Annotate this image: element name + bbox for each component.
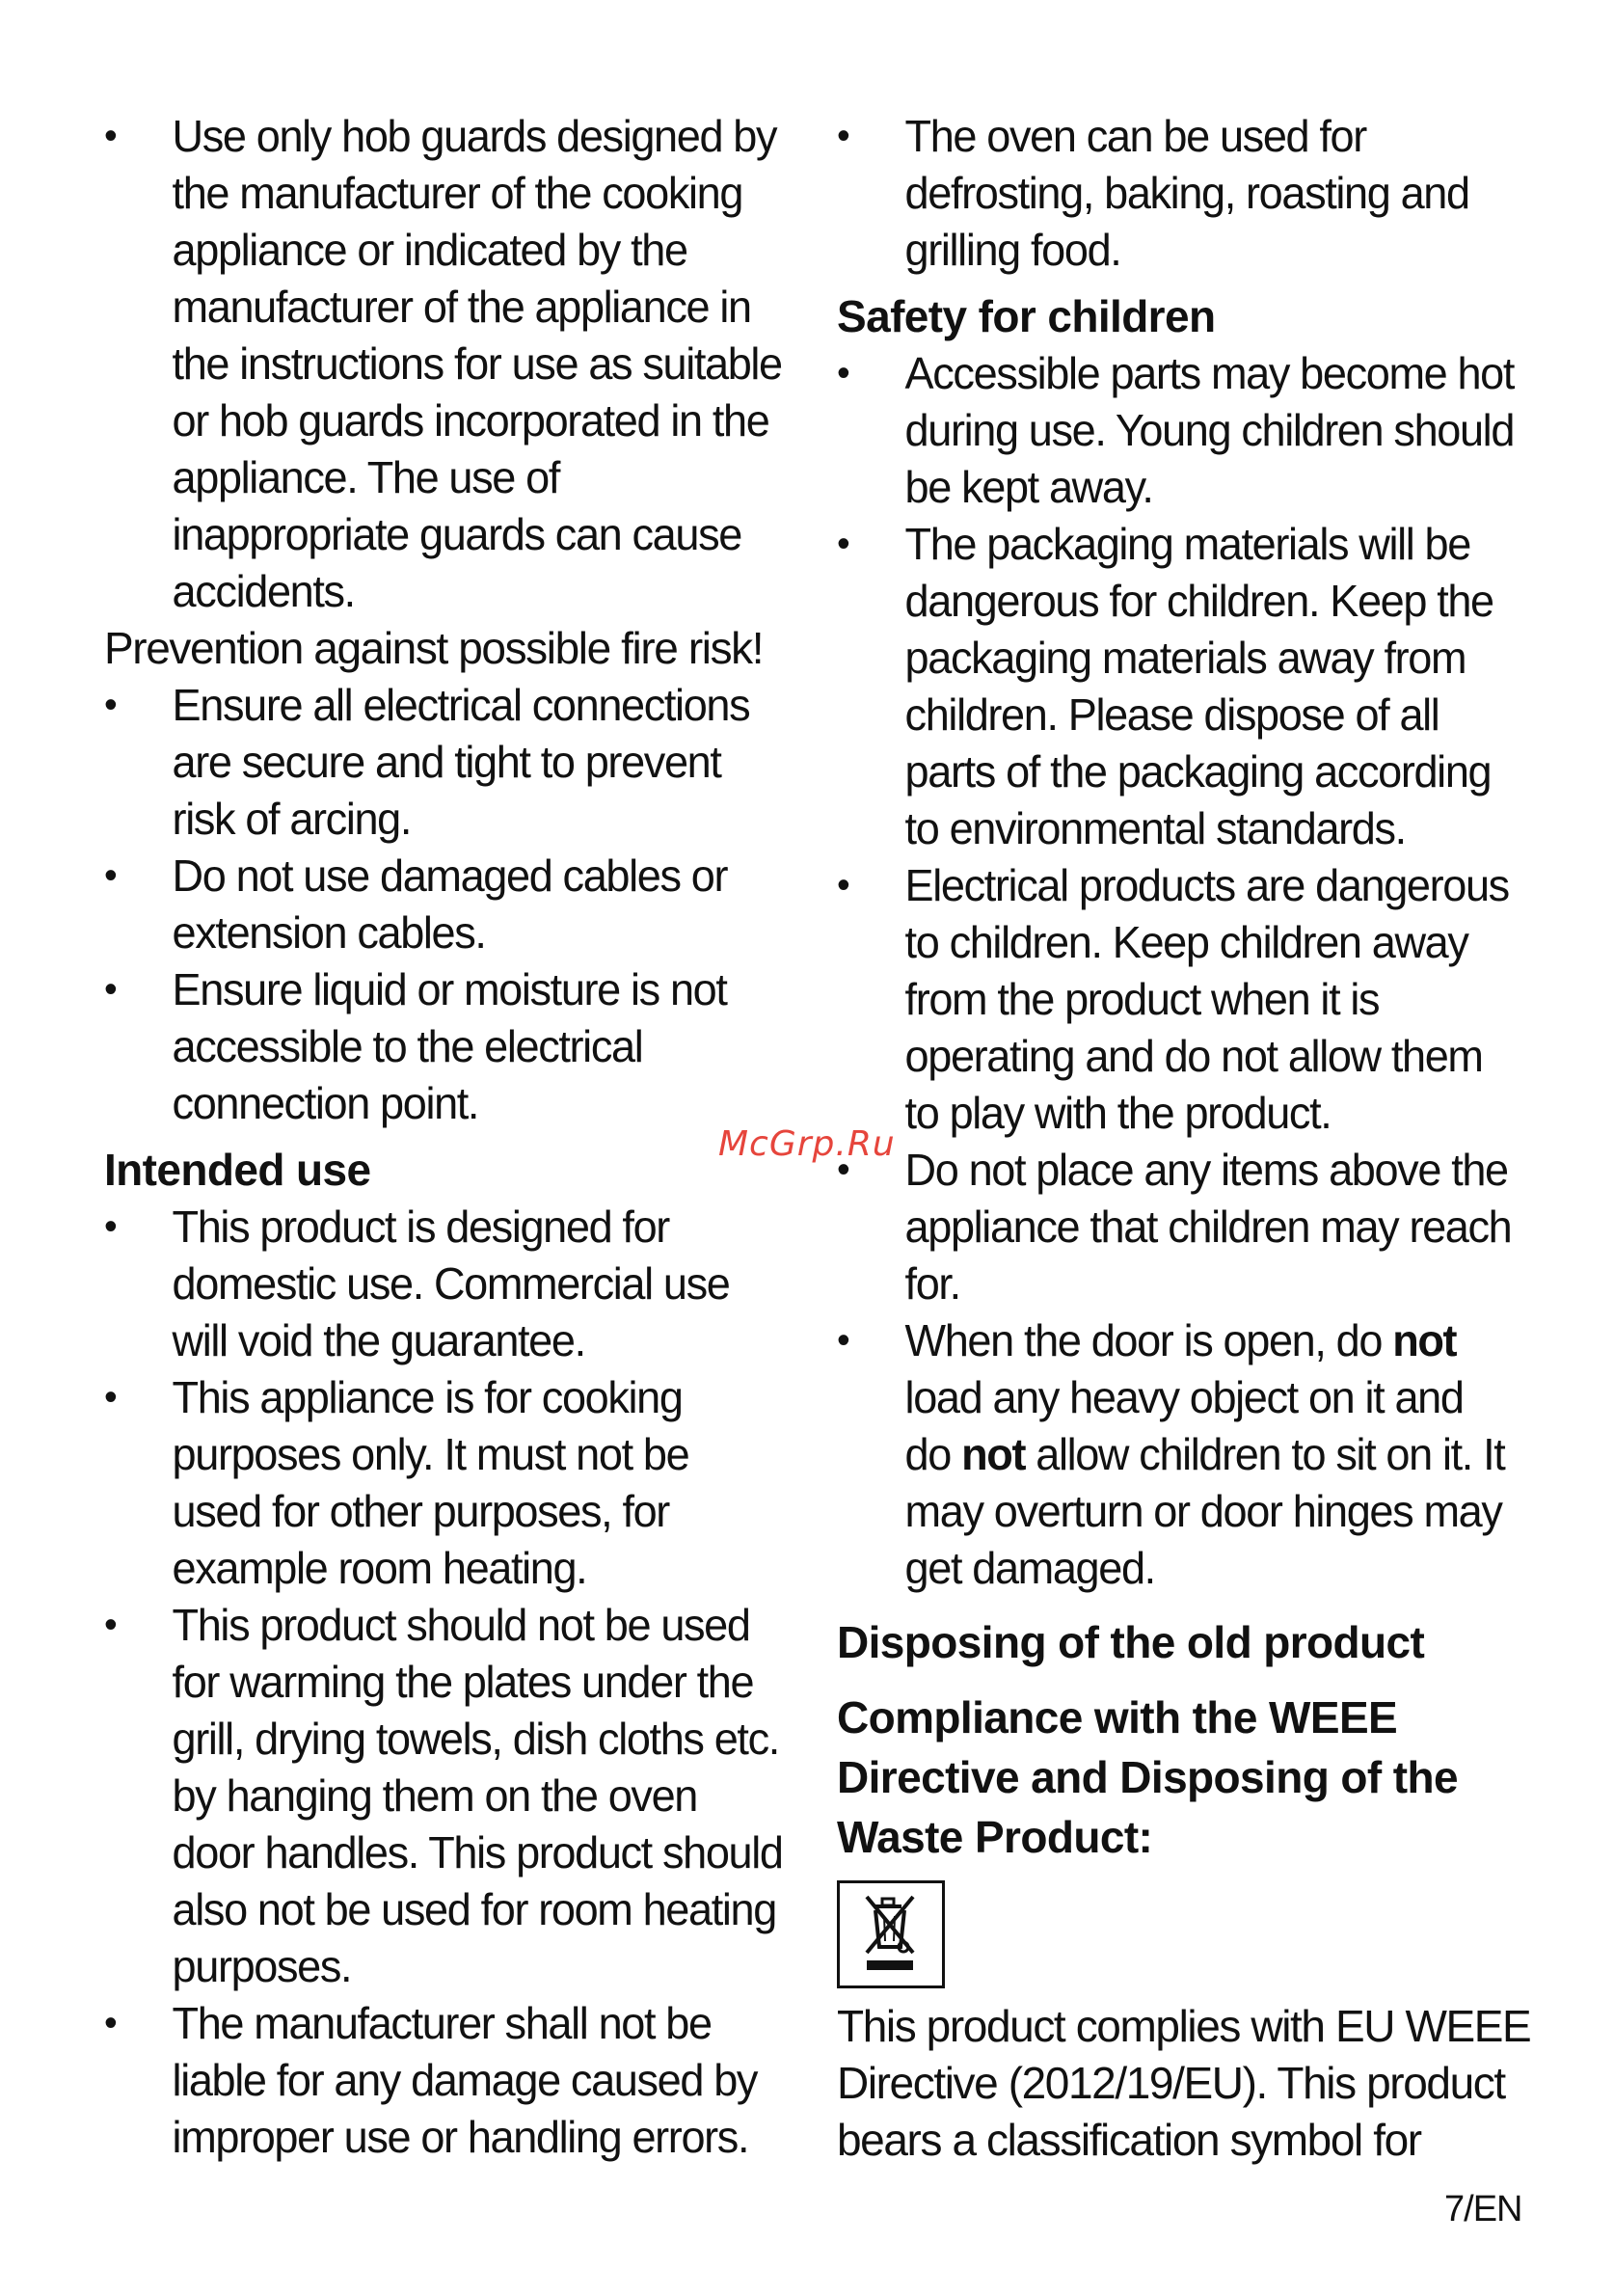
page-number: 7/EN [1444,2189,1522,2229]
oven-use-list [837,108,1531,279]
list-item: • Use only hob guards designed by the manufacturer of the cooking appliance or indicated by the manufacturer of the appliance in the instructions for use as suitable or hob guards incorporated in the appliance. The use of inappropriate guards can cause accidents. [104,108,785,620]
door-text-2: load any heavy object on it and do [904,1372,1464,1479]
left-column [104,108,798,2166]
right-column [837,108,1531,2169]
not-emphasis: not [1392,1315,1457,1365]
intended-use-list [104,1199,798,2166]
list-item: • Do not place any items above the appliance that children may reach for. [837,1142,1518,1312]
list-item: • This product is designed for domestic use. Commercial use will void the guarantee. [104,1199,785,1369]
intended-use-heading: Intended use [104,1145,371,1195]
list-item: • The packaging materials will be dangerous for children. Keep the packaging materials away from children. Please dispose of all parts of the packaging according to environmental standards. [837,516,1518,857]
door-text-3: allow children to sit on it. It may overturn or door hinges may get damaged. [904,1429,1505,1593]
disposing-heading: Disposing of the old product [837,1617,1425,1667]
door-warning-item [837,1312,1518,1597]
door-text-1: When the door is open, do [904,1315,1393,1365]
list-item: • Electrical products are dangerous to children. Keep children away from the product when it is operating and do not allow them to play with the product. [837,857,1518,1142]
list-item: • Do not use damaged cables or extension cables. [104,848,785,961]
crossed-out-wheelie-bin-icon [837,1880,945,1988]
list-item: • Ensure liquid or moisture is not accessible to the electrical connection point. [104,961,785,1132]
list-item: • The oven can be used for defrosting, baking, roasting and grilling food. [837,108,1518,279]
list-item: • Ensure all electrical connections are secure and tight to prevent risk of arcing. [104,677,785,848]
list-item: • Accessible parts may become hot during use. Young children should be kept away. [837,345,1518,516]
weee-heading: Compliance with the WEEE Directive and Disposing of the Waste Product: [837,1692,1458,1862]
children-safety-list [837,345,1531,1597]
list-item: • The manufacturer shall not be liable for any damage caused by improper use or handling errors. [104,1995,785,2166]
safety-for-children-heading: Safety for children [837,291,1216,341]
fire-risk-heading: Prevention against possible fire risk! [104,623,764,673]
hob-guard-list [104,108,798,620]
fire-risk-list [104,677,798,1132]
watermark: McGrp.Ru [718,1124,896,1164]
list-item: • This product should not be used for warming the plates under the grill, drying towels, dish cloths etc. by hanging them on the oven door handles. This product should also not be used for room heating purposes. [104,1597,785,1995]
not-emphasis: not [961,1429,1026,1479]
list-item: • This appliance is for cooking purposes only. It must not be used for other purposes, for example room heating. [104,1369,785,1597]
weee-text: This product complies with EU WEEE Directive (2012/19/EU). This product bears a classification symbol for [837,2001,1531,2165]
